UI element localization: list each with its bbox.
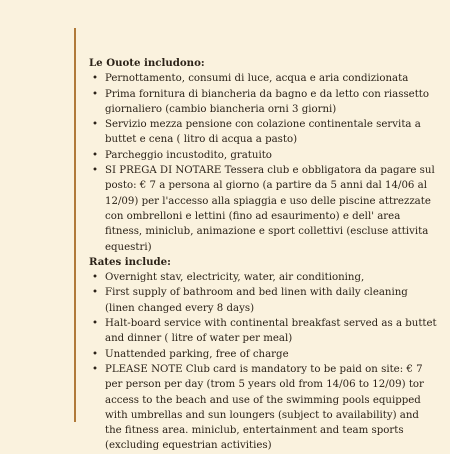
list-item: • First supply of bathroom and bed linen with daily cleaning (linen changed every 8 days) xyxy=(89,285,437,316)
list-item: • Prima fornitura di biancheria da bagno e da letto con riassetto giornaliero (cambio biancheria orni 3 giorni) xyxy=(89,87,437,118)
list-item: • Servizio mezza pensione con colazione continentale servita a buttet e cena ( litro di acqua a pasto) xyxy=(89,117,437,148)
list-item: • Parcheggio incustodito, gratuito xyxy=(89,148,437,163)
list-english xyxy=(89,270,437,454)
list-italian xyxy=(89,71,437,255)
list-item: • Pernottamento, consumi di luce, acqua e aria condizionata xyxy=(89,71,437,86)
list-item: • Unattended parking, free of charge xyxy=(89,347,437,362)
list-item: • Overnight stav, electricity, water, air conditioning, xyxy=(89,270,437,285)
list-item: • SI PREGA DI NOTARE Tessera club e obbligatora da pagare sul posto: € 7 a persona al giorno (a partire da 5 anni dal 14/06 al 12/09) per l'accesso alla spiaggia e uso delle piscine attrezzate con ombrelloni e lettini (fino ad esaurimento) e dell' area fitness, miniclub, animazione e sport collettivi (escluse attivita equestri) xyxy=(89,163,437,255)
list-item: • PLEASE NOTE Club card is mandatory to be paid on site: € 7 per person per day (trom 5 years old from 14/06 to 12/09) tor access to the beach and use of the swimming pools equipped with umbrellas and sun loungers (subject to availability) and the fitness area. miniclub, entertainment and team sports (excluding equestrian activities) xyxy=(89,362,437,454)
section-title-italian: Le Ouote includono: xyxy=(89,57,205,69)
list-item: • Halt-board service with continental breakfast served as a buttet and dinner ( litre of water per meal) xyxy=(89,316,437,347)
rates-document xyxy=(89,56,437,454)
accent-vertical-rule xyxy=(74,28,76,422)
section-title-english: Rates include: xyxy=(89,255,171,268)
section-italian xyxy=(89,56,437,255)
section-english xyxy=(89,255,437,454)
